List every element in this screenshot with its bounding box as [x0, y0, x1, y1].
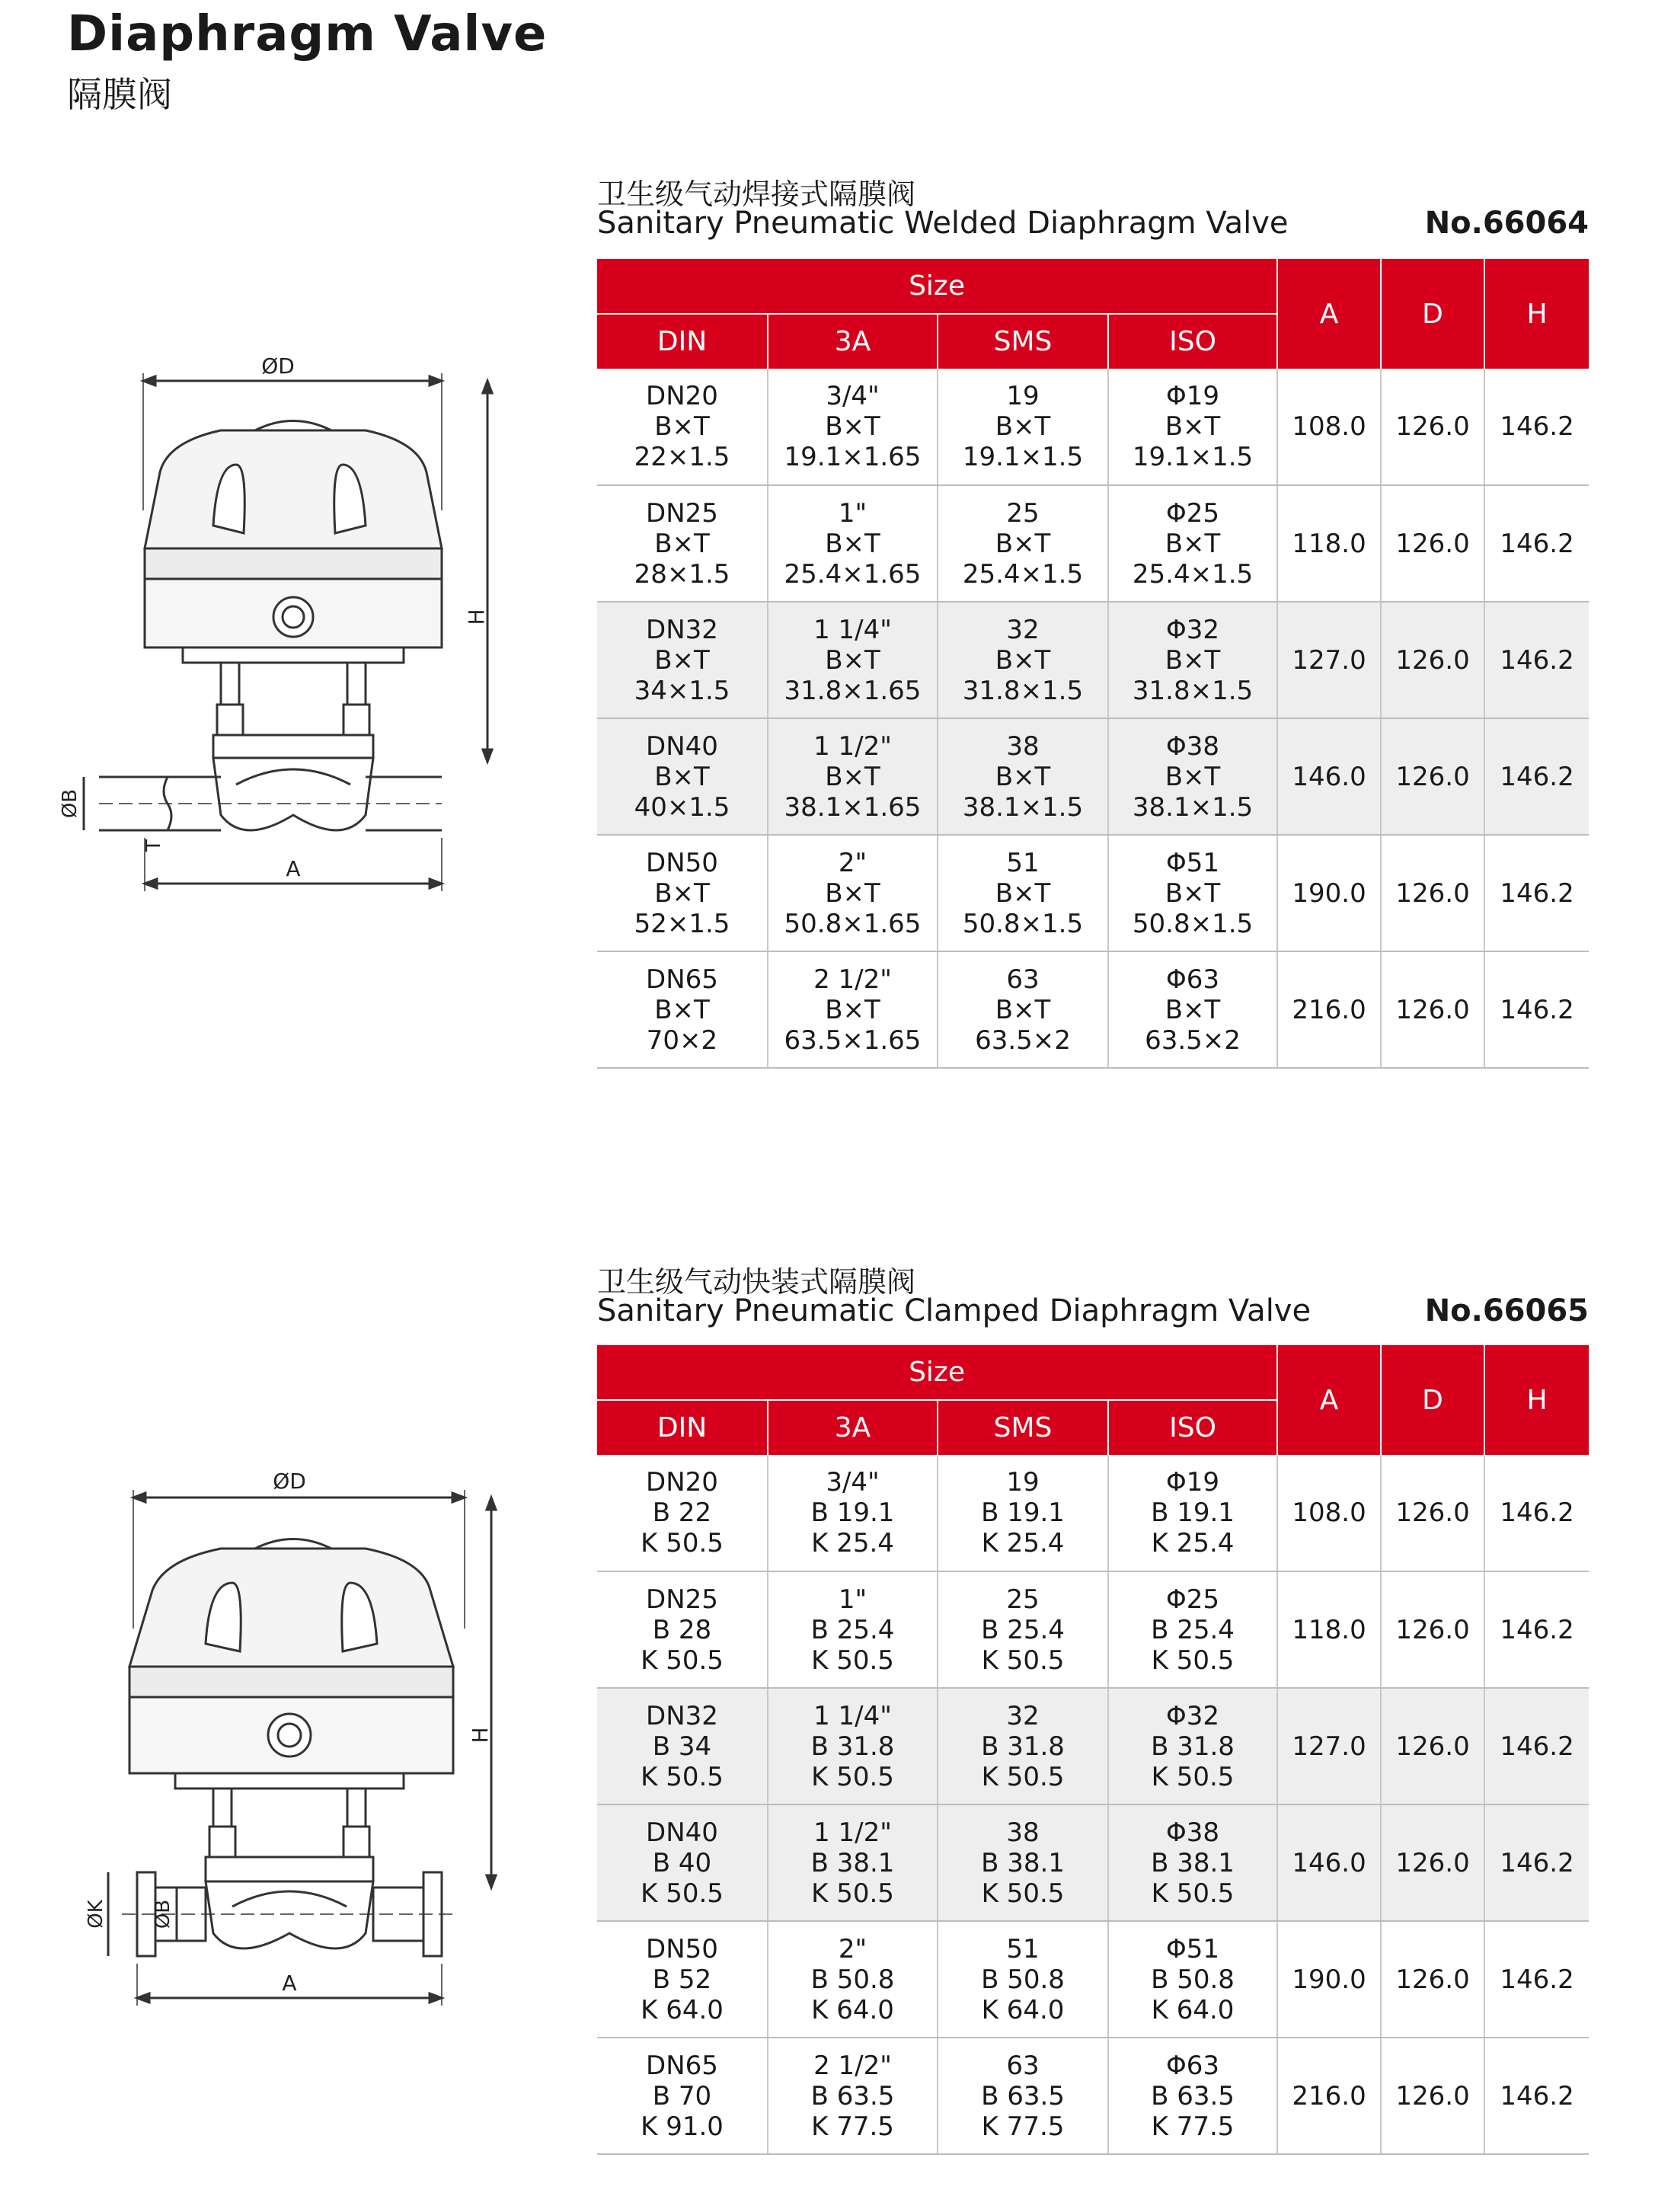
cell-line: 38: [1006, 1817, 1040, 1848]
od-label: ØD: [261, 353, 295, 379]
cell-sms: [938, 718, 1108, 835]
cell-line: K 50.5: [1151, 1878, 1235, 1909]
cell-line: K 50.5: [1151, 1645, 1235, 1676]
cell-line: Φ32: [1166, 614, 1220, 645]
cell-line: 19.1×1.5: [962, 442, 1084, 472]
cell-a3: [768, 2038, 938, 2154]
cell-line: 31.8×1.5: [962, 675, 1084, 706]
cell-din: [597, 835, 768, 951]
cell-a: 108.0: [1277, 1455, 1381, 1571]
cell-line: DN25: [646, 497, 718, 529]
cell-line: B 52: [652, 1964, 712, 1995]
cell-a3: [768, 718, 938, 835]
cell-line: 25: [1006, 497, 1040, 529]
cell-h: 146.2: [1484, 485, 1589, 602]
table-row: [597, 2038, 1589, 2154]
cell-line: 19: [1006, 381, 1040, 411]
cell-a3: [768, 1571, 938, 1688]
cell-d: 126.0: [1381, 1804, 1484, 1921]
cell-line: B×T: [825, 411, 880, 442]
cell-sms: [938, 2038, 1108, 2154]
cell-line: 50.8×1.65: [784, 908, 922, 939]
cell-line: 1 1/4": [813, 1700, 892, 1731]
cell-sms: [938, 951, 1108, 1068]
cell-line: B×T: [995, 877, 1051, 909]
cell-line: K 25.4: [811, 1528, 894, 1558]
cell-h: 146.2: [1484, 835, 1589, 951]
cell-line: K 50.5: [641, 1528, 724, 1558]
cell-d: 126.0: [1381, 2038, 1484, 2154]
cell-line: K 77.5: [981, 2111, 1065, 2142]
clamped-spec-table: [597, 1345, 1589, 2155]
cell-line: 63: [1006, 964, 1040, 995]
table-row: [597, 1455, 1589, 1571]
cell-h: 146.2: [1484, 1804, 1589, 1921]
cell-line: B×T: [995, 994, 1051, 1025]
cell-a: 108.0: [1277, 369, 1381, 485]
cell-din: [597, 369, 768, 485]
section-title-en: Sanitary Pneumatic Clamped Diaphragm Valve: [597, 1293, 1312, 1328]
cell-line: K 50.5: [981, 1878, 1065, 1909]
size-header: Size: [597, 1345, 1277, 1400]
cell-a3: [768, 1455, 938, 1571]
cell-iso: [1108, 2038, 1277, 2154]
cell-line: DN50: [646, 1933, 718, 1964]
cell-line: B 70: [652, 2080, 712, 2111]
cell-h: 146.2: [1484, 718, 1589, 835]
cell-line: 32: [1006, 1700, 1040, 1731]
cell-line: B×T: [1165, 528, 1221, 559]
t-label: T: [142, 839, 165, 852]
cell-a: 127.0: [1277, 602, 1381, 718]
cell-line: K 50.5: [811, 1761, 894, 1792]
cell-line: B×T: [995, 761, 1051, 792]
cell-line: B×T: [654, 877, 710, 909]
cell-sms: [938, 1921, 1108, 2038]
cell-iso: [1108, 602, 1277, 718]
cell-line: B×T: [825, 644, 880, 676]
a-label: A: [286, 856, 301, 881]
cell-line: Φ38: [1166, 1817, 1220, 1848]
cell-line: K 50.5: [641, 1761, 724, 1792]
cell-line: 50.8×1.5: [962, 908, 1084, 939]
cell-line: B 25.4: [810, 1614, 895, 1645]
cell-line: DN20: [646, 381, 718, 411]
cell-a: 127.0: [1277, 1688, 1381, 1804]
cell-line: K 64.0: [811, 1994, 894, 2025]
cell-line: 38.1×1.65: [784, 791, 922, 823]
cell-line: 38.1×1.5: [962, 791, 1084, 823]
cell-a: 118.0: [1277, 1571, 1381, 1688]
cell-h: 146.2: [1484, 1455, 1589, 1571]
cell-line: 25: [1006, 1584, 1040, 1615]
cell-line: 63.5×2: [1145, 1024, 1241, 1056]
cell-line: B 19.1: [981, 1498, 1065, 1528]
cell-line: Φ19: [1166, 381, 1220, 411]
cell-line: K 64.0: [981, 1994, 1065, 2025]
cell-line: K 91.0: [641, 2111, 724, 2142]
cell-line: 50.8×1.5: [1132, 908, 1254, 939]
cell-line: 25.4×1.65: [784, 558, 922, 590]
cell-line: K 25.4: [981, 1528, 1065, 1558]
cell-a3: [768, 835, 938, 951]
cell-iso: [1108, 951, 1277, 1068]
cell-line: B×T: [1165, 761, 1221, 792]
cell-a: 190.0: [1277, 1921, 1381, 2038]
cell-din: [597, 485, 768, 602]
cell-line: B×T: [825, 994, 880, 1025]
cell-din: [597, 602, 768, 718]
col-sms-header: SMS: [938, 314, 1108, 369]
cell-line: 32: [1006, 614, 1040, 645]
cell-line: 1": [838, 1584, 867, 1615]
cell-d: 126.0: [1381, 1455, 1484, 1571]
cell-line: 2 1/2": [813, 2050, 892, 2081]
cell-a: 146.0: [1277, 718, 1381, 835]
cell-iso: [1108, 1571, 1277, 1688]
cell-a3: [768, 1804, 938, 1921]
cell-line: 19.1×1.65: [784, 442, 922, 472]
cell-d: 126.0: [1381, 485, 1484, 602]
col-d-header: D: [1381, 1345, 1484, 1455]
cell-line: B×T: [995, 644, 1051, 676]
cell-line: K 50.5: [1151, 1761, 1235, 1792]
table-row: [597, 951, 1589, 1068]
col-sms-header: SMS: [938, 1400, 1108, 1455]
cell-line: B 50.8: [981, 1964, 1065, 1995]
cell-line: B×T: [1165, 877, 1221, 909]
cell-line: 19: [1006, 1467, 1040, 1498]
cell-line: 2 1/2": [813, 964, 892, 995]
cell-sms: [938, 485, 1108, 602]
cell-line: B 34: [652, 1731, 712, 1762]
cell-iso: [1108, 1921, 1277, 2038]
cell-line: B 50.8: [1151, 1964, 1235, 1995]
cell-h: 146.2: [1484, 951, 1589, 1068]
cell-line: K 50.5: [811, 1878, 894, 1909]
cell-line: B 31.8: [981, 1731, 1065, 1762]
table-row: [597, 1571, 1589, 1688]
col-a-header: A: [1277, 259, 1381, 369]
cell-line: 25.4×1.5: [1132, 558, 1254, 590]
cell-d: 126.0: [1381, 951, 1484, 1068]
cell-h: 146.2: [1484, 2038, 1589, 2154]
cell-a: 216.0: [1277, 2038, 1381, 2154]
cell-line: 1 1/2": [813, 1817, 892, 1848]
cell-d: 126.0: [1381, 369, 1484, 485]
section-title-cn: 卫生级气动焊接式隔膜阀: [597, 177, 916, 211]
cell-a3: [768, 1921, 938, 2038]
cell-line: 1": [838, 497, 867, 529]
cell-line: 25.4×1.5: [962, 558, 1084, 590]
cell-line: 34×1.5: [634, 675, 730, 706]
cell-sms: [938, 1688, 1108, 1804]
h-label: H: [464, 609, 489, 625]
cell-line: B×T: [1165, 644, 1221, 676]
cell-line: B×T: [1165, 411, 1221, 442]
cell-a3: [768, 951, 938, 1068]
col-d-header: D: [1381, 259, 1484, 369]
table-row: [597, 835, 1589, 951]
table-row: [597, 1688, 1589, 1804]
cell-line: B×T: [654, 994, 710, 1025]
cell-line: B 19.1: [810, 1498, 895, 1528]
cell-line: B 25.4: [1151, 1614, 1235, 1645]
ok-label: ØK: [85, 1900, 107, 1929]
cell-line: B 38.1: [1151, 1847, 1235, 1878]
cell-line: 2": [838, 1933, 867, 1964]
cell-d: 126.0: [1381, 835, 1484, 951]
product-number: No.66065: [1424, 1293, 1589, 1328]
section-title-en: Sanitary Pneumatic Welded Diaphragm Valve: [597, 206, 1289, 241]
section-title-cn: 卫生级气动快装式隔膜阀: [597, 1265, 916, 1299]
cell-d: 126.0: [1381, 1571, 1484, 1688]
cell-line: 52×1.5: [634, 908, 730, 939]
cell-line: B×T: [1165, 994, 1221, 1025]
col-iso-header: ISO: [1108, 1400, 1277, 1455]
cell-iso: [1108, 1688, 1277, 1804]
cell-line: B 28: [652, 1614, 712, 1645]
cell-h: 146.2: [1484, 369, 1589, 485]
cell-a3: [768, 602, 938, 718]
cell-a: 216.0: [1277, 951, 1381, 1068]
cell-line: Φ25: [1166, 497, 1220, 529]
cell-din: [597, 718, 768, 835]
cell-line: K 50.5: [981, 1761, 1065, 1792]
table-row: [597, 485, 1589, 602]
cell-din: [597, 2038, 768, 2154]
cell-line: B 40: [652, 1847, 712, 1878]
cell-line: B 50.8: [810, 1964, 895, 1995]
cell-line: B×T: [825, 528, 880, 559]
cell-sms: [938, 835, 1108, 951]
cell-line: 22×1.5: [634, 442, 730, 472]
cell-a: 146.0: [1277, 1804, 1381, 1921]
cell-line: 51: [1006, 1933, 1040, 1964]
size-header: Size: [597, 259, 1277, 314]
cell-line: K 77.5: [811, 2111, 894, 2142]
cell-line: Φ38: [1166, 730, 1220, 762]
col-a-header: A: [1277, 1345, 1381, 1455]
cell-line: B 63.5: [810, 2080, 895, 2111]
cell-line: B 25.4: [981, 1614, 1065, 1645]
cell-line: 63.5×1.65: [784, 1024, 922, 1056]
col-h-header: H: [1484, 259, 1589, 369]
cell-line: DN50: [646, 847, 718, 878]
cell-din: [597, 1455, 768, 1571]
cell-line: Φ19: [1166, 1467, 1220, 1498]
cell-line: DN32: [646, 1700, 718, 1731]
cell-line: 51: [1006, 847, 1040, 878]
cell-line: Φ25: [1166, 1584, 1220, 1615]
cell-h: 146.2: [1484, 1571, 1589, 1688]
cell-a3: [768, 369, 938, 485]
cell-line: B×T: [654, 644, 710, 676]
ob-label: ØB: [59, 788, 81, 819]
cell-line: 63.5×2: [975, 1024, 1071, 1056]
cell-din: [597, 1571, 768, 1688]
col-iso-header: ISO: [1108, 314, 1277, 369]
cell-iso: [1108, 1804, 1277, 1921]
cell-d: 126.0: [1381, 718, 1484, 835]
cell-din: [597, 1804, 768, 1921]
cell-a3: [768, 485, 938, 602]
cell-a3: [768, 1688, 938, 1804]
cell-d: 126.0: [1381, 1921, 1484, 2038]
cell-h: 146.2: [1484, 602, 1589, 718]
cell-sms: [938, 1804, 1108, 1921]
cell-sms: [938, 602, 1108, 718]
cell-line: Φ51: [1166, 847, 1220, 878]
cell-line: Φ32: [1166, 1700, 1220, 1731]
cell-line: K 77.5: [1151, 2111, 1235, 2142]
cell-iso: [1108, 369, 1277, 485]
cell-line: DN25: [646, 1584, 718, 1615]
cell-a: 190.0: [1277, 835, 1381, 951]
cell-line: Φ51: [1166, 1933, 1220, 1964]
cell-line: K 50.5: [641, 1878, 724, 1909]
ob-label: ØB: [152, 1899, 174, 1929]
page-subtitle: 隔膜阀: [67, 74, 172, 115]
cell-line: 2": [838, 847, 867, 878]
cell-line: K 50.5: [811, 1645, 894, 1676]
cell-line: DN65: [646, 2050, 718, 2081]
col-3a-header: 3A: [768, 1400, 938, 1455]
cell-line: 31.8×1.65: [784, 675, 922, 706]
cell-line: 63: [1006, 2050, 1040, 2081]
cell-line: 28×1.5: [634, 558, 730, 590]
cell-line: B×T: [825, 761, 880, 792]
cell-line: 19.1×1.5: [1132, 442, 1254, 472]
cell-line: DN40: [646, 730, 718, 762]
table-row: [597, 369, 1589, 485]
cell-line: 38.1×1.5: [1132, 791, 1254, 823]
cell-line: Φ63: [1166, 964, 1220, 995]
cell-line: B 31.8: [1151, 1731, 1235, 1762]
cell-line: B 38.1: [810, 1847, 895, 1878]
cell-iso: [1108, 485, 1277, 602]
cell-line: K 25.4: [1151, 1528, 1235, 1558]
cell-line: 1 1/4": [813, 614, 892, 645]
cell-din: [597, 1688, 768, 1804]
product-number: No.66064: [1424, 206, 1589, 241]
cell-line: B 63.5: [981, 2080, 1065, 2111]
cell-a: 118.0: [1277, 485, 1381, 602]
table-row: [597, 602, 1589, 718]
welded-valve-drawing: [59, 353, 510, 906]
cell-line: 40×1.5: [634, 791, 730, 823]
a-label: A: [282, 1971, 297, 1996]
cell-line: K 50.5: [981, 1645, 1065, 1676]
cell-line: B×T: [995, 528, 1051, 559]
cell-line: 3/4": [826, 381, 880, 411]
welded-spec-table: [597, 259, 1589, 1069]
cell-sms: [938, 369, 1108, 485]
cell-line: DN65: [646, 964, 718, 995]
cell-iso: [1108, 835, 1277, 951]
col-3a-header: 3A: [768, 314, 938, 369]
cell-sms: [938, 1455, 1108, 1571]
table-row: [597, 1804, 1589, 1921]
cell-line: B×T: [654, 411, 710, 442]
od-label: ØD: [273, 1469, 306, 1494]
clamped-valve-drawing: [85, 1461, 518, 2025]
cell-line: B×T: [825, 877, 880, 909]
cell-line: B 22: [652, 1498, 712, 1528]
cell-line: Φ63: [1166, 2050, 1220, 2081]
cell-line: DN40: [646, 1817, 718, 1848]
cell-line: 70×2: [646, 1024, 718, 1056]
cell-din: [597, 1921, 768, 2038]
page-title: Diaphragm Valve: [67, 6, 548, 62]
cell-line: 1 1/2": [813, 730, 892, 762]
col-h-header: H: [1484, 1345, 1589, 1455]
cell-line: B 38.1: [981, 1847, 1065, 1878]
cell-d: 126.0: [1381, 602, 1484, 718]
cell-line: 31.8×1.5: [1132, 675, 1254, 706]
cell-line: B×T: [654, 528, 710, 559]
cell-line: K 64.0: [1151, 1994, 1235, 2025]
table-row: [597, 718, 1589, 835]
cell-line: 3/4": [826, 1467, 880, 1498]
cell-line: B 31.8: [810, 1731, 895, 1762]
cell-line: DN32: [646, 614, 718, 645]
cell-line: B×T: [995, 411, 1051, 442]
cell-din: [597, 951, 768, 1068]
cell-h: 146.2: [1484, 1921, 1589, 2038]
cell-line: DN20: [646, 1467, 718, 1498]
col-din-header: DIN: [597, 314, 768, 369]
col-din-header: DIN: [597, 1400, 768, 1455]
cell-d: 126.0: [1381, 1688, 1484, 1804]
cell-iso: [1108, 718, 1277, 835]
cell-sms: [938, 1571, 1108, 1688]
cell-line: K 50.5: [641, 1645, 724, 1676]
cell-line: 38: [1006, 730, 1040, 762]
cell-h: 146.2: [1484, 1688, 1589, 1804]
table-row: [597, 1921, 1589, 2038]
h-label: H: [468, 1727, 493, 1744]
cell-line: B×T: [654, 761, 710, 792]
cell-line: K 64.0: [641, 1994, 724, 2025]
cell-line: B 19.1: [1151, 1498, 1235, 1528]
cell-line: B 63.5: [1151, 2080, 1235, 2111]
cell-iso: [1108, 1455, 1277, 1571]
